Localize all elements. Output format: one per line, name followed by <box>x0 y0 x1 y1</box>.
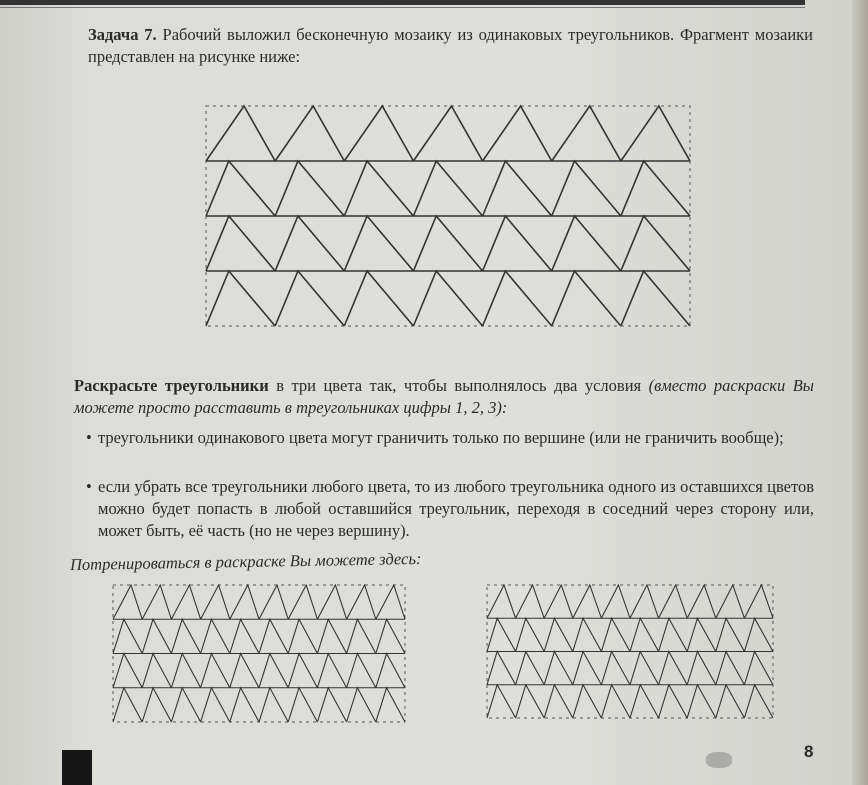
instructions <box>74 375 814 419</box>
task-label: Задача 7. <box>88 25 157 44</box>
practice-mosaic-right-triangle-row <box>487 618 773 651</box>
instructions-italic: (вместо раскраски Вы можете просто расставить в треугольниках цифры 1, 2, 3): <box>74 376 814 417</box>
practice-label: Потренироваться в раскраске Вы можете здесь: <box>69 548 422 575</box>
practice-mosaic-left-triangle-row <box>113 688 405 722</box>
practice-mosaic-left-triangle-row <box>113 654 405 688</box>
task-text: Рабочий выложил бесконечную мозаику из одинаковых треугольников. Фрагмент мозаики представлен на рисунке ниже: <box>88 25 814 66</box>
practice-mosaic-left-triangle-row <box>113 585 405 619</box>
main-mosaic-triangle-row <box>206 161 690 216</box>
practice-mosaic-right-triangle-row <box>487 585 773 618</box>
main-mosaic-triangle-row <box>206 106 690 161</box>
condition-1 <box>86 427 814 449</box>
practice-mosaic-left-triangle-row <box>113 619 405 653</box>
condition-text: треугольники одинакового цвета могут граничить только по вершине (или не граничить вообще); <box>98 428 784 447</box>
condition-text: если убрать все треугольники любого цвета, то из любого треугольника одного из оставшихся цветов можно будет попасть в любой оставшийся треугольник, переходя в соседний через сторону или, может быть, её часть (но не через вершину). <box>98 477 814 540</box>
main-mosaic-triangle-row <box>206 216 690 271</box>
instructions-bold: Раскрасьте треугольники <box>74 376 269 395</box>
dark-object <box>62 750 92 785</box>
condition-2 <box>86 476 814 542</box>
bullet-icon: • <box>86 477 92 496</box>
instructions-text: в три цвета так, чтобы выполнялось два условия <box>268 376 649 395</box>
smudge <box>706 752 732 768</box>
practice-mosaic-right-triangle-row <box>487 685 773 718</box>
bullet-icon: • <box>86 428 92 447</box>
page-number: 8 <box>804 742 814 761</box>
practice-mosaic-right-triangle-row <box>487 652 773 685</box>
main-mosaic-triangle-row <box>206 271 690 326</box>
